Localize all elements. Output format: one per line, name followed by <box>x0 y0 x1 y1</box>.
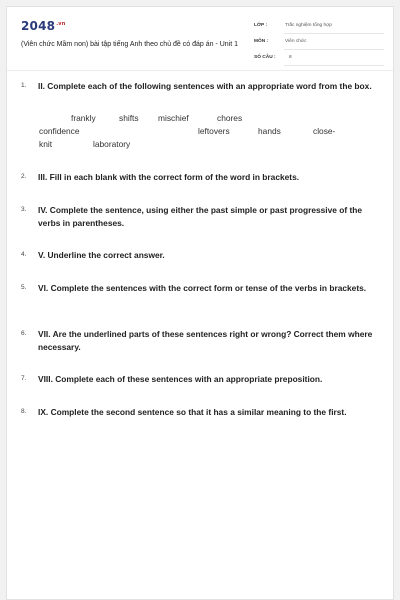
question-text: IX. Complete the second sentence so that it has a similar meaning to the first. <box>38 407 347 417</box>
question-text: IV. Complete the sentence, using either the past simple or past progressive of the verbs in parentheses. <box>38 205 363 228</box>
divider <box>284 49 384 50</box>
question-count-label: SỐ CÂU : <box>254 55 276 60</box>
logo-suffix: .vn <box>56 21 66 27</box>
word-box-item: leftovers <box>198 126 230 136</box>
question-number: 1. <box>21 82 27 89</box>
word-box-item: laboratory <box>93 139 131 149</box>
question-text: VII. Are the underlined parts of these sentences right or wrong? Correct them where necessary. <box>38 329 373 352</box>
logo-text: 2048 <box>21 19 56 33</box>
word-box-item: close- <box>313 126 336 136</box>
question-number: 3. <box>21 206 27 213</box>
divider <box>284 33 384 34</box>
word-box-item: frankly <box>71 113 96 123</box>
class-value: Trắc nghiệm tổng hợp <box>285 23 332 28</box>
subject-value: Viên chức <box>285 39 307 44</box>
question-text: VI. Complete the sentences with the correct form or tense of the verbs in brackets. <box>38 283 367 293</box>
question-number: 2. <box>21 173 27 180</box>
question-number: 4. <box>21 251 27 258</box>
question-text: II. Complete each of the following sentences with an appropriate word from the box. <box>38 81 372 91</box>
document-page <box>6 6 394 600</box>
document-title: (Viên chức Mầm non) bài tập tiếng Anh theo chủ đề có đáp án - Unit 1 <box>21 41 239 48</box>
word-box-item: chores <box>217 113 243 123</box>
question-number: 6. <box>21 330 27 337</box>
question-number: 8. <box>21 408 27 415</box>
word-box-item: shifts <box>119 113 139 123</box>
word-box-item: mischief <box>158 113 189 123</box>
question-count-value: 8 <box>289 55 292 60</box>
header-divider <box>7 70 393 71</box>
word-box-item: hands <box>258 126 281 136</box>
site-logo[interactable] <box>21 19 66 33</box>
word-box-item: confidence <box>39 126 80 136</box>
question-text: III. Fill in each blank with the correct form of the word in brackets. <box>38 172 300 182</box>
question-number: 7. <box>21 375 27 382</box>
question-number: 5. <box>21 284 27 291</box>
word-box-item: knit <box>39 139 53 149</box>
class-label: LỚP : <box>254 23 268 28</box>
question-text: VIII. Complete each of these sentences with an appropriate preposition. <box>38 374 323 384</box>
subject-label: MÔN : <box>254 39 269 44</box>
divider <box>284 65 384 66</box>
question-text: V. Underline the correct answer. <box>38 250 165 260</box>
